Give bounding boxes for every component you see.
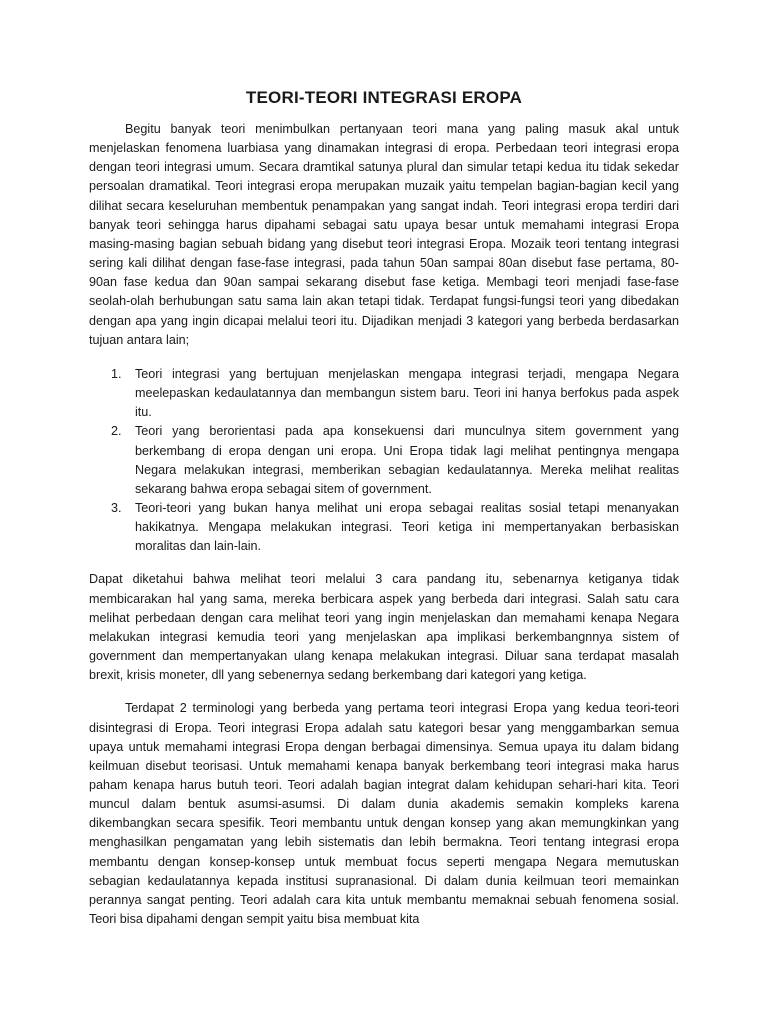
theory-category-list [89,365,679,557]
list-item [89,422,679,499]
terminology-paragraph: Terdapat 2 terminologi yang berbeda yang pertama teori integrasi Eropa yang kedua teori-teori disintegrasi di Eropa. Teori integrasi Eropa adalah satu kategori besar yang menggambarkan semua upaya untuk memahami integrasi Eropa dengan berbagai dimensinya. Semua upaya itu dalam bidang keilmuan disebut teorisasi. Untuk memahami kenapa banyak berkembang teori integrasi maka harus paham kenapa harus butuh teori. Teori adalah bagian integrat dalam kehidupan sehari-hari kita. Teori muncul dalam bentuk asumsi-asumsi. Di dalam dunia akademis semakin kompleks karena dikembangkan secara spesifik. Teori membantu untuk dengan konsep yang akan memungkinkan yang menghasilkan pengamatan yang lebih sistematis dan lebih bermakna. Teori tentang integrasi eropa membantu dengan konsep-konsep untuk membuat focus seperti mengapa Negara memutuskan sebagian kedaulatannya kepada institusi supranasional. Di dalam dunia keilmuan teori memainkan perannya sangat penting. Teori adalah cara kita untuk membantu memaknai sebuah fenomena sosial. Teori bisa dipahami dengan sempit yaitu bisa membuat kita [89,701,679,927]
list-item [89,499,679,556]
list-item-text: Teori-teori yang bukan hanya melihat uni eropa sebagai realitas sosial tetapi menanyakan hakikatnya. Mengapa melakukan integrasi. Teori ketiga ini mempertanyakan berbasiskan moralitas dan lain-lain. [135,500,679,554]
document-page [89,88,679,929]
list-item-text: Teori integrasi yang bertujuan menjelaskan mengapa integrasi terjadi, mengapa Negara meelepaskan kedaulatannya dan membangun sistem baru. Teori ini hanya berfokus pada aspek itu. [135,366,679,420]
list-item [89,365,679,422]
analysis-paragraph: Dapat diketahui bahwa melihat teori melalui 3 cara pandang itu, sebenarnya ketiganya tidak membicarakan hal yang sama, mereka berbicara aspek yang berbeda dari integrasi. Salah satu cara melihat perbedaan dengan cara melihat teori yang ingin menjelaskan dan memahami kenapa Negara melakukan integrasi kemudia teori yang menjelaskan apa implikasi berkembangnnya sistem of government dan mempertanyakan ulang kenapa melakukan integrasi. Diluar sana terdapat masalah brexit, krisis moneter, dll yang sebenernya sedang berkembang dari kategori yang ketiga. [89,572,679,683]
list-item-number: 3. [111,500,122,515]
list-item-text: Teori yang berorientasi pada apa konsekuensi dari munculnya sitem government yang berkembang di eropa dengan uni eropa. Uni Eropa tidak lagi melihat pentingnya mengapa Negara melakukan integrasi, memberikan sebagian kedaulatannya. Mereka melihat realitas sekarang bahwa eropa sebagai sitem of government. [135,424,679,496]
list-item-number: 1. [111,366,122,381]
intro-paragraph: Begitu banyak teori menimbulkan pertanyaan teori mana yang paling masuk akal untuk menjelaskan fenomena luarbiasa yang dinamakan integrasi di eropa. Perbedaan teori integrasi eropa dengan teori integrasi umum. Secara dramtikal satunya plural dan simular tetapi kedua itu tidak sekedar persoalan dramatikal. Teori integrasi eropa merupakan muzaik yaitu tempelan bagian-bagian kecil yang dilihat secara keseluruhan membentuk penampakan yang sangat indah. Teori integrasi eropa terdiri dari banyak teori sehingga harus dipahami sebagai satu upaya besar untuk memahami integrasi Eropa masing-masing bagian sebuah bidang yang disebut teori integrasi Eropa. Mozaik teori tentang integrasi sering kali dilihat dengan fase-fase integrasi, pada tahun 50an sampai 80an disebut fase pertama, 80-90an fase kedua dan 90an sampai sekarang disebut fase ketiga. Membagi teori menjadi fase-fase seolah-olah berhubungan satu sama lain akan tetapi tidak. Terdapat fungsi-fungsi teori yang dibedakan dengan apa yang ingin dicapai melalui teori itu. Dijadikan menjadi 3 kategori yang berbeda berdasarkan tujuan antara lain; [89,122,679,347]
document-title: TEORI-TEORI INTEGRASI EROPA [245,88,523,107]
list-item-number: 2. [111,424,122,439]
